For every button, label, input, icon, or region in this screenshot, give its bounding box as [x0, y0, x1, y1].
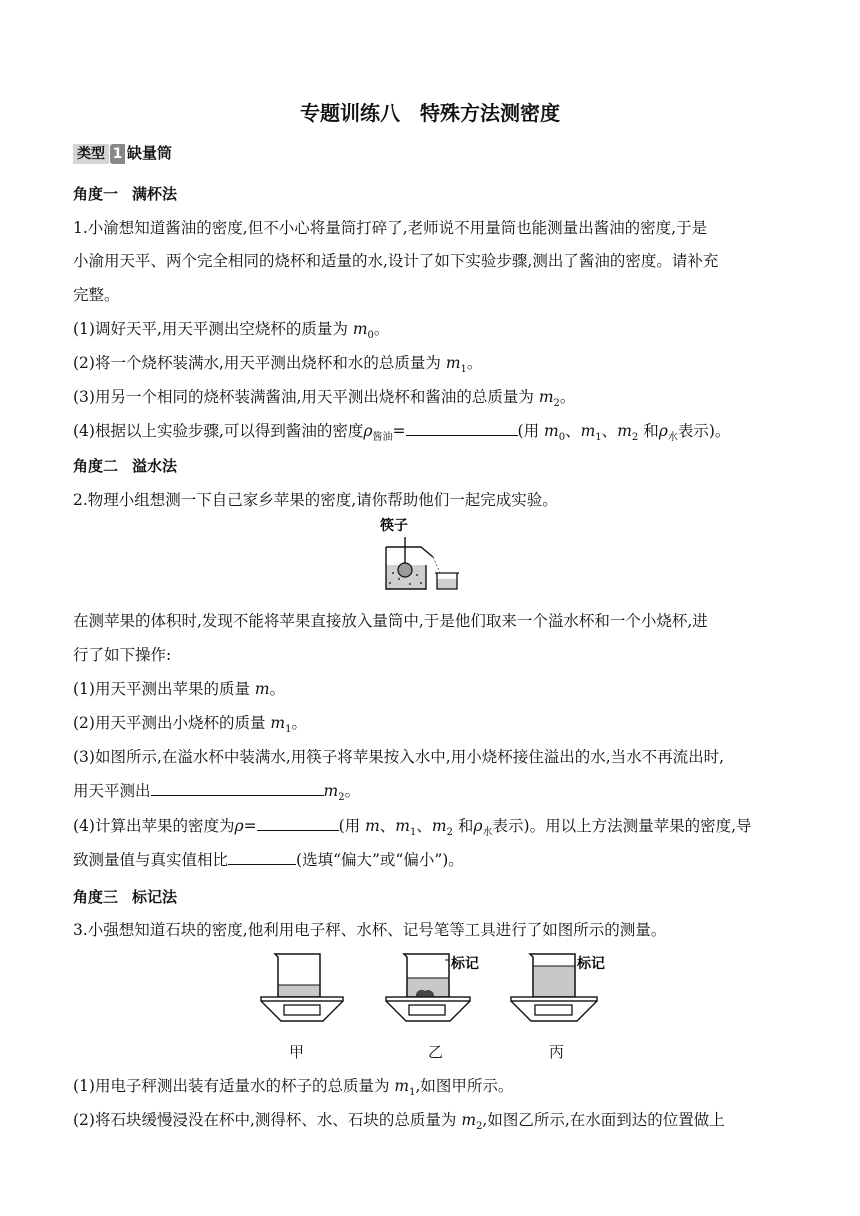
sub: 1 — [409, 1087, 416, 1099]
var: ρ — [658, 422, 668, 440]
text: 。 — [466, 354, 483, 372]
q2-line1: 2.物理小组想测一下自己家乡苹果的密度,请你帮助他们一起完成实验。 — [73, 491, 558, 509]
var: m — [254, 680, 270, 698]
text: 致测量值与真实值相比 — [73, 851, 229, 869]
text: 、 — [379, 817, 396, 835]
answer-blank[interactable] — [151, 780, 324, 796]
sub: 1 — [410, 827, 417, 839]
chopsticks-label: 筷子 — [380, 518, 408, 534]
q1-step3 — [73, 386, 575, 415]
q1-line1: 1.小渝想知道酱油的密度,但不小心将量筒打碎了,老师说不用量筒也能测量出酱油的密度,于是 — [73, 219, 708, 237]
sub: 水 — [667, 432, 678, 444]
var: ρ — [473, 817, 483, 835]
answer-blank[interactable] — [406, 420, 518, 436]
var: m — [394, 1077, 410, 1095]
beaker-water — [437, 579, 457, 589]
sub: 1 — [460, 364, 467, 376]
text: (2)将石块缓慢浸没在杯中,测得杯、水、石块的总质量为 — [73, 1111, 462, 1129]
text: 。 — [559, 388, 576, 406]
text: (用 — [338, 817, 366, 835]
water-fill — [533, 966, 575, 997]
var: m — [461, 1111, 477, 1129]
text: (1)用电子秤测出装有适量水的杯子的总质量为 — [73, 1077, 395, 1095]
scale-display — [284, 1005, 320, 1015]
q1-line3: 完整。 — [73, 286, 120, 304]
sub: 1 — [595, 432, 602, 444]
var: m — [617, 422, 632, 440]
text: 表示)。用以上方法测量苹果的密度,导 — [492, 817, 752, 835]
text: (2)将一个烧杯装满水,用天平测出烧杯和水的总质量为 — [73, 354, 446, 372]
q2-step3-line2 — [73, 780, 360, 809]
q3-line1: 3.小强想知道石块的密度,他利用电子秤、水杯、记号笔等工具进行了如图所示的测量。 — [73, 921, 667, 939]
angle-heading-2 — [73, 455, 177, 477]
type-header — [73, 142, 172, 164]
angle-heading-3 — [73, 886, 177, 908]
caption-bing: 丙 — [549, 1043, 565, 1061]
q2-line3: 行了如下操作: — [73, 646, 172, 664]
mark-label: 标记 — [451, 956, 479, 972]
text: ,如图甲所示。 — [415, 1077, 514, 1095]
var: m — [365, 817, 380, 835]
var: m — [544, 422, 559, 440]
text: (选填“偏大”或“偏小”)。 — [296, 851, 464, 869]
angle-text: 满杯法 — [132, 185, 178, 203]
angle-text: 标记法 — [132, 888, 178, 906]
q1-step1 — [73, 318, 389, 347]
text: 、 — [601, 422, 618, 440]
sub: 2 — [553, 398, 560, 410]
type-label: 类型 — [73, 144, 109, 164]
text: 表示)。 — [677, 422, 731, 440]
q2-line2: 在测苹果的体积时,发现不能将苹果直接放入量筒中,于是他们取来一个溢水杯和一个小烧杯,进 — [73, 612, 708, 630]
angle-label: 角度二 — [73, 457, 119, 475]
text: (用 — [517, 422, 544, 440]
text: = — [243, 817, 257, 835]
answer-blank[interactable] — [257, 815, 339, 831]
var: m — [395, 817, 410, 835]
var: m — [323, 782, 339, 800]
text: 、 — [416, 817, 432, 835]
text: ,如图乙所示,在水面到达的位置做上 — [482, 1111, 725, 1129]
scale-top — [386, 997, 470, 1001]
text: 和 — [638, 422, 659, 440]
q2-step1 — [73, 678, 285, 700]
sub: 2 — [631, 432, 639, 444]
overflow-cup-figure — [375, 517, 465, 597]
answer-blank[interactable] — [228, 849, 296, 865]
text: (1)调好天平,用天平测出空烧杯的质量为 — [73, 320, 353, 338]
scale-figure-bing — [500, 950, 615, 1032]
sub: 0 — [558, 432, 566, 444]
angle-text: 溢水法 — [132, 457, 178, 475]
page-title: 专题训练八 特殊方法测密度 — [300, 101, 560, 125]
apple — [398, 563, 412, 577]
mark-label: 标记 — [577, 956, 605, 972]
text: 用天平测出 — [73, 782, 151, 800]
scale-figure-yi — [375, 950, 490, 1032]
water-fill — [278, 985, 320, 997]
angle-label: 角度一 — [73, 185, 119, 203]
q2-step4-line2 — [73, 849, 464, 871]
type-title: 缺量筒 — [127, 144, 173, 162]
var: m — [431, 817, 447, 835]
scale-top — [261, 997, 343, 1001]
q2-step3-line1: (3)如图所示,在溢水杯中装满水,用筷子将苹果按入水中,用小烧杯接住溢出的水,当水不再流出时, — [73, 748, 725, 766]
sub: 水 — [482, 827, 493, 839]
var: m — [538, 388, 554, 406]
scale-display — [535, 1005, 572, 1015]
caption-jia: 甲 — [289, 1043, 305, 1061]
q2-step2 — [73, 712, 307, 741]
scale-figure-jia — [255, 950, 355, 1032]
q1-line2: 小渝用天平、两个完全相同的烧杯和适量的水,设计了如下实验步骤,测出了酱油的密度。请补充 — [73, 252, 719, 270]
sub: 0 — [367, 330, 374, 342]
text: 。 — [291, 714, 307, 732]
text: (4)计算出苹果的密度为 — [73, 817, 235, 835]
sub: 酱油 — [372, 432, 393, 444]
text: 。 — [373, 320, 390, 338]
overflow-stream — [433, 557, 441, 575]
text: 、 — [565, 422, 581, 440]
var: m — [445, 354, 461, 372]
var: ρ — [363, 422, 373, 440]
sub: 2 — [338, 792, 345, 804]
text: (2)用天平测出小烧杯的质量 — [73, 714, 271, 732]
q1-step2 — [73, 352, 482, 381]
text: 。 — [269, 680, 286, 698]
var: m — [352, 320, 368, 338]
sub: 1 — [285, 724, 292, 736]
scale-top — [511, 997, 597, 1001]
text: (1)用天平测出苹果的质量 — [73, 680, 255, 698]
sub: 2 — [446, 827, 453, 839]
sub: 2 — [476, 1121, 483, 1133]
text: = — [392, 422, 406, 440]
q3-step1 — [73, 1075, 513, 1104]
angle-heading-1 — [73, 183, 177, 205]
var: m — [270, 714, 286, 732]
var: ρ — [234, 817, 244, 835]
scale-display — [409, 1005, 445, 1015]
q3-step2 — [73, 1109, 725, 1138]
q1-step4 — [73, 420, 730, 449]
caption-yi: 乙 — [428, 1043, 444, 1061]
var: m — [580, 422, 596, 440]
angle-label: 角度三 — [73, 888, 119, 906]
q2-step4-line1 — [73, 815, 752, 844]
text: 和 — [452, 817, 474, 835]
text: (4)根据以上实验步骤,可以得到酱油的密度 — [73, 422, 364, 440]
text: (3)用另一个相同的烧杯装满酱油,用天平测出烧杯和酱油的总质量为 — [73, 388, 539, 406]
type-number: 1 — [110, 144, 125, 164]
text: 。 — [344, 782, 361, 800]
